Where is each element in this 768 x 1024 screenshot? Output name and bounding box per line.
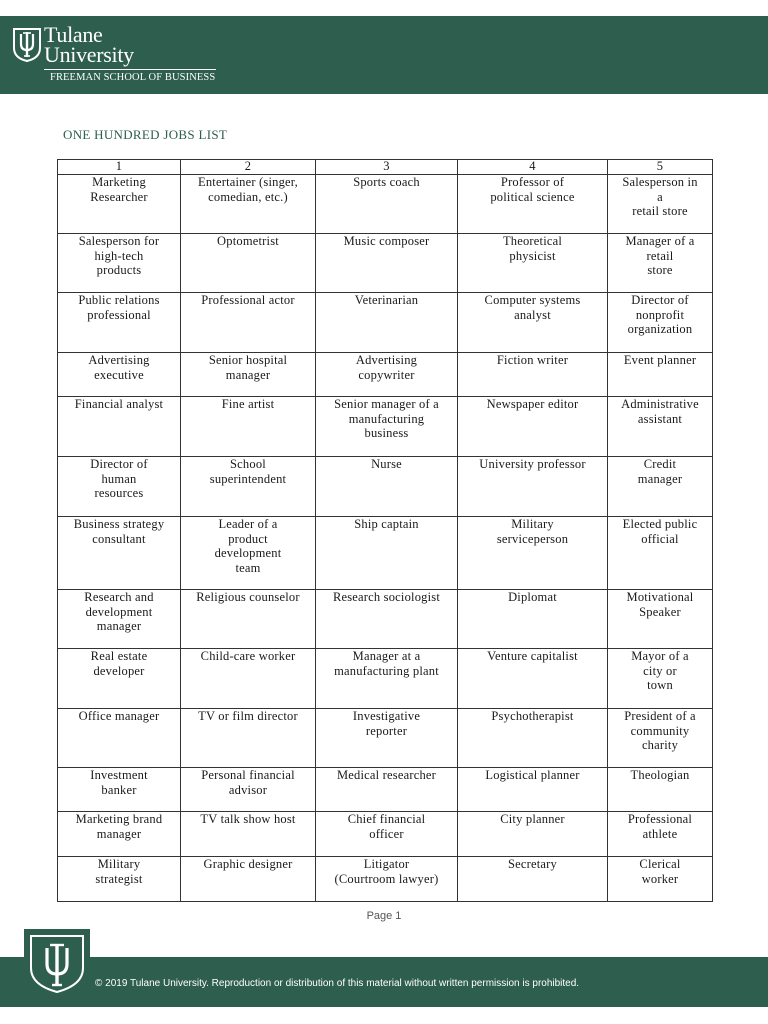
job-cell: Theologian bbox=[608, 768, 713, 812]
job-cell: Financial analyst bbox=[58, 397, 181, 457]
job-cell: Credit manager bbox=[608, 457, 713, 517]
job-cell: Religious counselor bbox=[181, 590, 316, 649]
column-header: 3 bbox=[316, 160, 458, 175]
job-cell: Military strategist bbox=[58, 857, 181, 902]
job-cell: Professional actor bbox=[181, 293, 316, 353]
document-title: ONE HUNDRED JOBS LIST bbox=[63, 127, 228, 142]
job-cell: Advertising executive bbox=[58, 353, 181, 397]
table-row bbox=[58, 457, 713, 517]
job-cell: Litigator (Courtroom lawyer) bbox=[316, 857, 458, 902]
job-cell: Elected public official bbox=[608, 517, 713, 590]
university-name-line1: Tulane bbox=[44, 22, 103, 47]
column-header: 2 bbox=[181, 160, 316, 175]
table-row bbox=[58, 175, 713, 234]
job-cell: School superintendent bbox=[181, 457, 316, 517]
jobs-table bbox=[57, 159, 713, 902]
job-cell: University professor bbox=[458, 457, 608, 517]
column-header: 5 bbox=[608, 160, 713, 175]
job-cell: City planner bbox=[458, 812, 608, 857]
column-header: 4 bbox=[458, 160, 608, 175]
job-cell: Real estate developer bbox=[58, 649, 181, 709]
job-cell: Senior hospital manager bbox=[181, 353, 316, 397]
job-cell: Personal financial advisor bbox=[181, 768, 316, 812]
job-cell: Military serviceperson bbox=[458, 517, 608, 590]
school-name: FREEMAN SCHOOL OF BUSINESS bbox=[50, 72, 216, 83]
job-cell: Graphic designer bbox=[181, 857, 316, 902]
job-cell: President of a community charity bbox=[608, 709, 713, 768]
job-cell: Advertising copywriter bbox=[316, 353, 458, 397]
job-cell: Marketing Researcher bbox=[58, 175, 181, 234]
page-number: Page 1 bbox=[366, 910, 402, 922]
table-row bbox=[58, 517, 713, 590]
job-cell: Salesperson for high-tech products bbox=[58, 234, 181, 293]
university-name-line2: University bbox=[44, 42, 134, 67]
job-cell: Manager of a retail store bbox=[608, 234, 713, 293]
job-cell: Music composer bbox=[316, 234, 458, 293]
table-row bbox=[58, 397, 713, 457]
job-cell: Clerical worker bbox=[608, 857, 713, 902]
job-cell: Newspaper editor bbox=[458, 397, 608, 457]
job-cell: Motivational Speaker bbox=[608, 590, 713, 649]
job-cell: Optometrist bbox=[181, 234, 316, 293]
table-row bbox=[58, 649, 713, 709]
job-cell: Venture capitalist bbox=[458, 649, 608, 709]
job-cell: Theoretical physicist bbox=[458, 234, 608, 293]
job-cell: TV or film director bbox=[181, 709, 316, 768]
job-cell: Office manager bbox=[58, 709, 181, 768]
table-row bbox=[58, 590, 713, 649]
job-cell: Medical researcher bbox=[316, 768, 458, 812]
job-cell: Fine artist bbox=[181, 397, 316, 457]
header-banner bbox=[0, 16, 768, 94]
table-row bbox=[58, 293, 713, 353]
job-cell: Sports coach bbox=[316, 175, 458, 234]
job-cell: Diplomat bbox=[458, 590, 608, 649]
job-cell: Veterinarian bbox=[316, 293, 458, 353]
job-cell: Manager at a manufacturing plant bbox=[316, 649, 458, 709]
job-cell: Event planner bbox=[608, 353, 713, 397]
job-cell: Salesperson in a retail store bbox=[608, 175, 713, 234]
job-cell: Nurse bbox=[316, 457, 458, 517]
job-cell: Public relations professional bbox=[58, 293, 181, 353]
table-row bbox=[58, 234, 713, 293]
job-cell: Administrative assistant bbox=[608, 397, 713, 457]
job-cell: Senior manager of a manufacturing business bbox=[316, 397, 458, 457]
job-cell: TV talk show host bbox=[181, 812, 316, 857]
job-cell: Entertainer (singer, comedian, etc.) bbox=[181, 175, 316, 234]
job-cell: Director of nonprofit organization bbox=[608, 293, 713, 353]
table-header-row bbox=[58, 160, 713, 175]
job-cell: Logistical planner bbox=[458, 768, 608, 812]
job-cell: Professional athlete bbox=[608, 812, 713, 857]
table-row bbox=[58, 857, 713, 902]
job-cell: Mayor of a city or town bbox=[608, 649, 713, 709]
table-row bbox=[58, 709, 713, 768]
job-cell: Psychotherapist bbox=[458, 709, 608, 768]
tulane-shield-icon bbox=[13, 28, 41, 62]
job-cell: Chief financial officer bbox=[316, 812, 458, 857]
job-cell: Fiction writer bbox=[458, 353, 608, 397]
job-cell: Computer systems analyst bbox=[458, 293, 608, 353]
job-cell: Ship captain bbox=[316, 517, 458, 590]
copyright-notice: © 2019 Tulane University. Reproduction or distribution of this material without written permission is prohibited. bbox=[95, 978, 580, 989]
table-row bbox=[58, 768, 713, 812]
job-cell: Investigative reporter bbox=[316, 709, 458, 768]
job-cell: Director of human resources bbox=[58, 457, 181, 517]
job-cell: Leader of a product development team bbox=[181, 517, 316, 590]
job-cell: Marketing brand manager bbox=[58, 812, 181, 857]
logo-divider bbox=[44, 69, 216, 70]
table-row bbox=[58, 812, 713, 857]
job-cell: Research sociologist bbox=[316, 590, 458, 649]
job-cell: Professor of political science bbox=[458, 175, 608, 234]
job-cell: Investment banker bbox=[58, 768, 181, 812]
job-cell: Child-care worker bbox=[181, 649, 316, 709]
table-row bbox=[58, 353, 713, 397]
tulane-seal-icon bbox=[23, 928, 91, 1000]
job-cell: Research and development manager bbox=[58, 590, 181, 649]
job-cell: Secretary bbox=[458, 857, 608, 902]
university-name bbox=[44, 22, 134, 67]
job-cell: Business strategy consultant bbox=[58, 517, 181, 590]
column-header: 1 bbox=[58, 160, 181, 175]
